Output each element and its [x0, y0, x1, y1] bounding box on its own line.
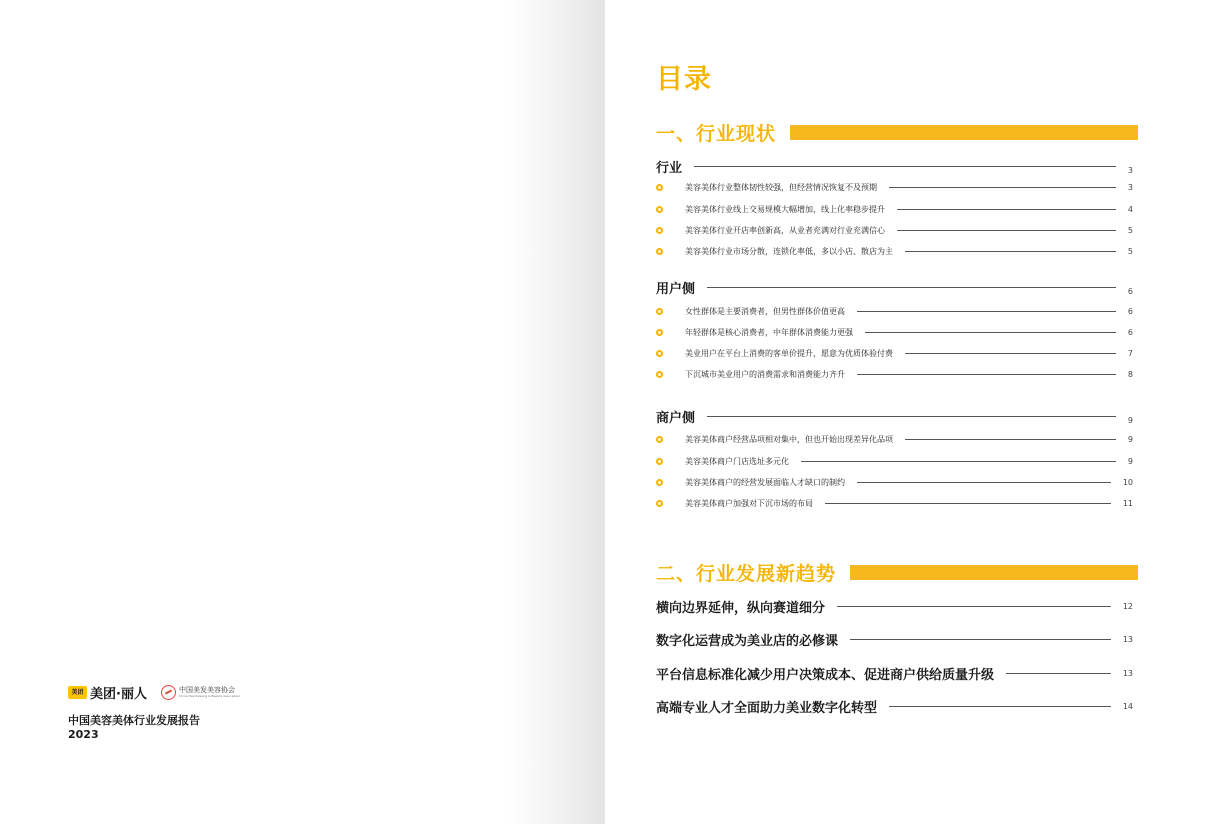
- bullet-icon: [656, 206, 663, 213]
- bullet-icon: [656, 227, 663, 234]
- leader-line: [889, 187, 1116, 188]
- leader-line: [850, 639, 1111, 640]
- toc-item[interactable]: [656, 475, 1133, 489]
- toc-topic[interactable]: [656, 630, 1133, 649]
- section-title: 二、行业发展新趋势: [656, 563, 837, 585]
- right-page: [605, 0, 1207, 824]
- leader-line: [1006, 673, 1111, 674]
- category-label: 用户侧: [656, 282, 696, 297]
- bullet-icon: [656, 248, 663, 255]
- leader-line: [694, 166, 1116, 167]
- page-number: 6: [1127, 327, 1133, 337]
- toc-topic[interactable]: [656, 664, 1133, 683]
- meituan-brand-name: 美团·丽人: [90, 686, 147, 702]
- leader-line: [837, 606, 1111, 607]
- bullet-icon: [656, 479, 663, 486]
- toc-item[interactable]: [656, 367, 1133, 381]
- toc-item[interactable]: [656, 180, 1133, 194]
- page-number: 3: [1127, 166, 1133, 175]
- cba-emblem-icon: [161, 685, 176, 700]
- topic-label: 横向边界延伸，纵向赛道细分: [656, 601, 826, 616]
- topic-label: 高端专业人才全面助力美业数字化转型: [656, 701, 878, 716]
- page-number: 11: [1122, 498, 1133, 508]
- bullet-icon: [656, 500, 663, 507]
- leader-line: [905, 251, 1116, 252]
- leader-line: [865, 332, 1116, 333]
- item-label: 美容美体商户的经营发展面临人才缺口的制约: [685, 477, 845, 487]
- leader-line: [897, 230, 1116, 231]
- page-number: 13: [1122, 669, 1133, 678]
- cba-english-name: China Hairdressing & Beauty Association: [178, 693, 241, 698]
- bullet-icon: [656, 350, 663, 357]
- brand-block: [68, 682, 240, 742]
- topic-label: 平台信息标准化减少用户决策成本、促进商户供给质量升级: [656, 668, 995, 683]
- category-label: 商户侧: [656, 411, 696, 426]
- leader-line: [857, 311, 1116, 312]
- cba-logo: [161, 685, 240, 700]
- topic-label: 数字化运营成为美业店的必修课: [656, 634, 839, 649]
- page-number: 6: [1127, 306, 1133, 316]
- item-label: 美业用户在平台上消费的客单价提升，愿意为优质体验付费: [685, 348, 893, 358]
- leader-line: [857, 482, 1111, 483]
- item-label: 美容美体行业市场分散，连锁化率低，多以小店、散店为主: [685, 246, 893, 256]
- bullet-icon: [656, 371, 663, 378]
- cba-name: 中国美发美容协会: [178, 685, 235, 694]
- page-number: 12: [1122, 602, 1133, 611]
- toc-item[interactable]: [656, 202, 1133, 216]
- toc-category-industry[interactable]: [656, 157, 1133, 176]
- item-label: 美容美体行业整体韧性较强，但经营情况恢复不及预期: [685, 182, 877, 192]
- item-label: 美容美体商户门店选址多元化: [685, 456, 789, 466]
- item-label: 美容美体商户经营品项相对集中，但也开始出现差异化品项: [685, 434, 893, 444]
- page-number: 7: [1127, 348, 1133, 358]
- leader-line: [897, 209, 1116, 210]
- category-label: 行业: [656, 161, 683, 176]
- page-number: 5: [1127, 225, 1133, 235]
- leader-line: [889, 706, 1111, 707]
- bullet-icon: [656, 458, 663, 465]
- report-year: 2023: [68, 728, 99, 741]
- section-bar: [790, 125, 1138, 140]
- item-label: 美容美体行业开店率创新高，从业者充满对行业充满信心: [685, 225, 885, 235]
- toc-item[interactable]: [656, 496, 1133, 510]
- toc-title: 目录: [656, 64, 712, 95]
- leader-line: [707, 416, 1116, 417]
- bullet-icon: [656, 329, 663, 336]
- leader-line: [905, 439, 1116, 440]
- bullet-icon: [656, 184, 663, 191]
- toc-item[interactable]: [656, 432, 1133, 446]
- page-number: 4: [1127, 204, 1133, 214]
- toc-category-users[interactable]: [656, 278, 1133, 297]
- toc-category-merchants[interactable]: [656, 407, 1133, 426]
- page-number: 9: [1127, 456, 1133, 466]
- leader-line: [825, 503, 1111, 504]
- item-label: 美容美体行业线上交易规模大幅增加，线上化率稳步提升: [685, 204, 885, 214]
- toc-item[interactable]: [656, 304, 1133, 318]
- page-number: 9: [1127, 434, 1133, 444]
- toc-item[interactable]: [656, 244, 1133, 258]
- item-label: 女性群体是主要消费者，但男性群体价值更高: [685, 306, 845, 316]
- item-label: 下沉城市美业用户的消费需求和消费能力齐升: [685, 369, 845, 379]
- page-number: 6: [1127, 287, 1133, 296]
- item-label: 年轻群体是核心消费者，中年群体消费能力更强: [685, 327, 853, 337]
- leader-line: [707, 287, 1116, 288]
- section-header-2: [656, 559, 1138, 586]
- page-number: 13: [1122, 635, 1133, 644]
- leader-line: [905, 353, 1116, 354]
- section-title: 一、行业现状: [656, 123, 777, 145]
- section-bar: [850, 565, 1138, 580]
- report-title: 中国美容美体行业发展报告: [68, 714, 200, 727]
- page-number: 5: [1127, 246, 1133, 256]
- page-number: 8: [1127, 369, 1133, 379]
- bullet-icon: [656, 436, 663, 443]
- leader-line: [801, 461, 1116, 462]
- leader-line: [857, 374, 1116, 375]
- logo-row: [68, 682, 240, 702]
- toc-item[interactable]: [656, 454, 1133, 468]
- toc-topic[interactable]: [656, 597, 1133, 616]
- item-label: 美容美体商户加强对下沉市场的布局: [685, 498, 813, 508]
- page-number: 9: [1127, 416, 1133, 425]
- meituan-logo-badge: 美团: [68, 686, 87, 699]
- toc-item[interactable]: [656, 223, 1133, 237]
- toc-item[interactable]: [656, 346, 1133, 360]
- page-number: 3: [1127, 182, 1133, 192]
- bullet-icon: [656, 308, 663, 315]
- page-number: 14: [1122, 702, 1133, 711]
- section-header-1: [656, 119, 1138, 146]
- toc-topic[interactable]: [656, 697, 1133, 716]
- toc-item[interactable]: [656, 325, 1133, 339]
- page-number: 10: [1122, 477, 1133, 487]
